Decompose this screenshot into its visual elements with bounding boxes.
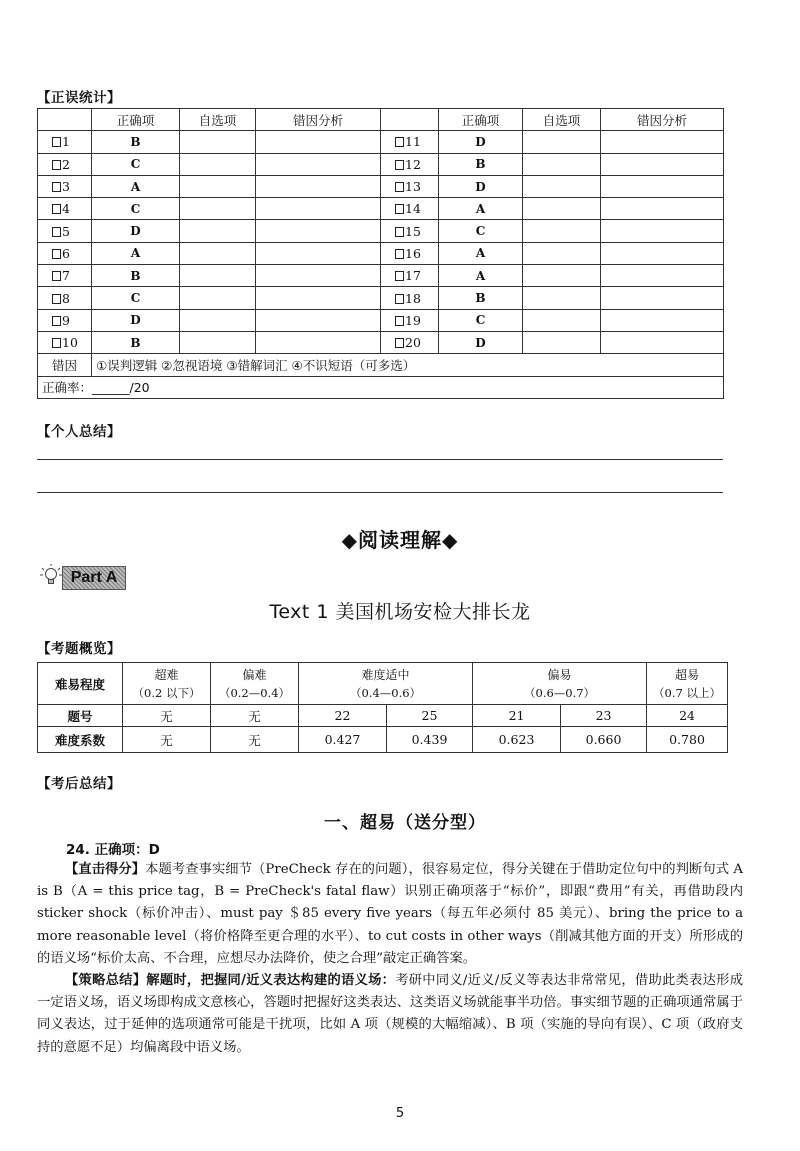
error-analysis-cell[interactable] [256, 287, 381, 309]
error-analysis-cell[interactable] [256, 153, 381, 175]
coefficient-row [38, 727, 728, 753]
self-answer-cell[interactable] [523, 131, 601, 153]
error-analysis-cell[interactable] [256, 309, 381, 331]
self-answer-cell[interactable] [523, 287, 601, 309]
stats-row [38, 309, 724, 331]
part-a-label: Part A [62, 566, 126, 590]
stats-heading: 【正误统计】 [37, 90, 121, 106]
correct-answer: D [439, 131, 523, 153]
difficulty-coefficient-cell: 无 [123, 727, 211, 753]
error-analysis-cell[interactable] [256, 198, 381, 220]
header-correct: 正确项 [92, 109, 180, 131]
question-number[interactable] [381, 309, 439, 331]
error-reason-label: 错因 [38, 354, 92, 376]
question-number[interactable] [38, 153, 92, 175]
correct-answer: D [439, 175, 523, 197]
question-number[interactable] [381, 265, 439, 287]
header-self: 自选项 [523, 109, 601, 131]
self-answer-cell[interactable] [180, 198, 256, 220]
summary-heading: 【个人总结】 [37, 424, 121, 440]
analysis-paragraph [37, 859, 743, 970]
self-answer-cell[interactable] [180, 309, 256, 331]
accuracy-row [38, 376, 724, 398]
strategy-text: 考研中同义/近义/反义等表达非常常见，借助此类表达形成一定语义场，语义场即构成文意核心，答题时把握好这类表达、这类语义场就能事半功倍。事实细节题的正确项通常属于同义表达，过于延伸的选项通常可能是干扰项，比如 A 项（规模的大幅缩减）、B 项（实施的导向有误）、C 项（政府支持的意愿不足）均偏离段中语义场。 [37, 973, 744, 1055]
row-label-level: 难易程度 [38, 663, 123, 705]
error-analysis-cell[interactable] [256, 242, 381, 264]
question-number[interactable] [381, 175, 439, 197]
error-reason-options: ①误判逻辑 ②忽视语境 ③错解词汇 ④不识短语（可多选） [92, 354, 724, 376]
correct-answer: B [439, 153, 523, 175]
checkbox-icon[interactable] [52, 204, 61, 214]
question-number-cell: 22 [299, 705, 387, 727]
checkbox-icon[interactable] [52, 338, 61, 348]
analysis-text: 本题考查事实细节（PreCheck 存在的问题），很容易定位，得分关键在于借助定位句中的判断句式 A is B（A = this price tag，B = PreCheck's fatal flaw）识别正确项落于“标价”，即跟“费用”有关，再借助段内 sticker shock（标价冲击）、must pay ＄85 every five years（每五年必须付 85 美元）、bring the price to a more reasonable level（将价格降至更合理的水平）、to cut costs in other ways（削减其他方面的开支）所形成的的语义场“标价太高、不合理，应想尽办法降价，使之合理”敲定正确答案。 [37, 862, 743, 966]
difficulty-coefficient-cell: 0.623 [473, 727, 561, 753]
correct-answer: D [92, 309, 180, 331]
question-number[interactable] [381, 220, 439, 242]
level-range: （0.7 以上） [653, 686, 721, 700]
question-number[interactable] [38, 287, 92, 309]
question-number-text: 15 [405, 223, 421, 239]
self-answer-cell[interactable] [180, 220, 256, 242]
question-number-text: 1 [62, 134, 70, 150]
error-analysis-cell[interactable] [256, 220, 381, 242]
self-answer-cell[interactable] [180, 265, 256, 287]
question-number-text: 7 [62, 268, 70, 284]
summary-line-1[interactable] [37, 459, 723, 460]
level-hard [211, 663, 299, 705]
level-range: （0.4—0.6） [349, 686, 422, 700]
error-analysis-cell[interactable] [601, 287, 724, 309]
self-answer-cell[interactable] [180, 331, 256, 353]
question-number-text: 16 [405, 245, 421, 261]
self-answer-cell[interactable] [523, 220, 601, 242]
error-analysis-cell[interactable] [601, 265, 724, 287]
stats-table [37, 108, 724, 399]
checkbox-icon[interactable] [52, 316, 61, 326]
question-number[interactable] [381, 198, 439, 220]
checkbox-icon[interactable] [395, 204, 404, 214]
question-number-cell: 无 [123, 705, 211, 727]
analysis-tag: 【直击得分】 [65, 862, 146, 877]
question-number[interactable] [38, 198, 92, 220]
checkbox-icon[interactable] [52, 137, 61, 147]
header-analysis: 错因分析 [601, 109, 724, 131]
checkbox-icon[interactable] [52, 227, 61, 237]
correct-answer: B [92, 331, 180, 353]
strategy-emphasis: 解题时，把握同/近义表达构建的语义场： [146, 973, 396, 988]
question-number-cell: 21 [473, 705, 561, 727]
difficulty-table [37, 662, 728, 753]
error-analysis-cell[interactable] [256, 331, 381, 353]
row-label-question: 题号 [38, 705, 123, 727]
stats-row [38, 220, 724, 242]
question-number-text: 2 [62, 156, 70, 172]
self-answer-cell[interactable] [180, 175, 256, 197]
correct-answer: A [92, 242, 180, 264]
error-analysis-cell[interactable] [601, 331, 724, 353]
self-answer-cell[interactable] [523, 309, 601, 331]
checkbox-icon[interactable] [395, 294, 404, 304]
question-number-text: 20 [405, 335, 421, 351]
self-answer-cell[interactable] [180, 131, 256, 153]
header-empty [38, 109, 92, 131]
stats-row [38, 331, 724, 353]
error-analysis-cell[interactable] [601, 220, 724, 242]
overview-heading: 【考题概览】 [37, 641, 121, 657]
level-medium [299, 663, 473, 705]
header-empty [381, 109, 439, 131]
error-analysis-cell[interactable] [256, 175, 381, 197]
header-self: 自选项 [180, 109, 256, 131]
question-number-text: 8 [62, 290, 70, 306]
difficulty-coefficient-cell: 0.427 [299, 727, 387, 753]
question-number-row [38, 705, 728, 727]
question-number-text: 12 [405, 156, 421, 172]
difficulty-coefficient-cell: 无 [211, 727, 299, 753]
question-number-text: 9 [62, 312, 70, 328]
self-answer-cell[interactable] [180, 242, 256, 264]
checkbox-icon[interactable] [52, 271, 61, 281]
level-range: （0.2—0.4） [218, 686, 291, 700]
question-number-text: 19 [405, 312, 421, 328]
level-range: （0.2 以下） [132, 686, 201, 700]
question-number[interactable] [38, 309, 92, 331]
error-reason-row [38, 354, 724, 376]
difficulty-coefficient-cell: 0.660 [561, 727, 647, 753]
question-number[interactable] [381, 287, 439, 309]
level-name: 难度适中 [361, 668, 410, 682]
error-analysis-cell[interactable] [601, 175, 724, 197]
accuracy-cell [38, 376, 724, 398]
question-number-cell: 23 [561, 705, 647, 727]
level-easy [473, 663, 647, 705]
correct-answer: A [92, 175, 180, 197]
self-answer-cell[interactable] [523, 265, 601, 287]
correct-answer: C [439, 220, 523, 242]
difficulty-coefficient-cell: 0.780 [647, 727, 728, 753]
question-number-text: 13 [405, 179, 421, 195]
stats-header-row [38, 109, 724, 131]
question-number[interactable] [38, 242, 92, 264]
question-number[interactable] [38, 131, 92, 153]
level-name: 偏易 [547, 668, 572, 682]
page-number: 5 [395, 1106, 405, 1121]
checkbox-icon[interactable] [52, 182, 61, 192]
correct-answer: A [439, 265, 523, 287]
question-number-text: 17 [405, 268, 421, 284]
self-answer-cell[interactable] [523, 198, 601, 220]
accuracy-total: /20 [129, 380, 150, 396]
checkbox-icon[interactable] [395, 249, 404, 259]
question-number-text: 3 [62, 179, 70, 195]
error-analysis-cell[interactable] [601, 131, 724, 153]
self-answer-cell[interactable] [523, 331, 601, 353]
stats-row [38, 242, 724, 264]
question-number[interactable] [381, 153, 439, 175]
checkbox-icon[interactable] [395, 227, 404, 237]
text-title: Text 1 美国机场安检大排长龙 [269, 601, 531, 623]
part-heading: 一、超易（送分型） [324, 813, 486, 833]
question-number-text: 5 [62, 223, 70, 239]
checkbox-icon[interactable] [395, 182, 404, 192]
level-very-hard [123, 663, 211, 705]
question-number[interactable] [38, 220, 92, 242]
self-answer-cell[interactable] [523, 175, 601, 197]
question-number-cell: 无 [211, 705, 299, 727]
stats-row [38, 287, 724, 309]
self-answer-cell[interactable] [523, 153, 601, 175]
question-number-text: 11 [405, 134, 421, 150]
error-analysis-cell[interactable] [601, 153, 724, 175]
question-number[interactable] [38, 265, 92, 287]
error-analysis-cell[interactable] [601, 242, 724, 264]
question-number[interactable] [381, 131, 439, 153]
error-analysis-cell[interactable] [256, 265, 381, 287]
strategy-tag: 【策略总结】 [65, 973, 147, 988]
question-number[interactable] [381, 242, 439, 264]
error-analysis-cell[interactable] [601, 198, 724, 220]
question-number-text: 4 [62, 201, 70, 217]
question-number[interactable] [381, 331, 439, 353]
checkbox-icon[interactable] [395, 316, 404, 326]
correct-answer: C [92, 198, 180, 220]
correct-answer: A [439, 198, 523, 220]
question-number[interactable] [38, 331, 92, 353]
difficulty-level-row [38, 663, 728, 705]
correct-answer: B [92, 265, 180, 287]
error-analysis-cell[interactable] [601, 309, 724, 331]
question-number-text: 18 [405, 290, 421, 306]
accuracy-label: 正确率： [42, 380, 93, 396]
checkbox-icon[interactable] [395, 338, 404, 348]
header-correct: 正确项 [439, 109, 523, 131]
stats-row [38, 153, 724, 175]
answer-line: 24. 正确项：D [66, 842, 160, 858]
correct-answer: D [92, 220, 180, 242]
checkbox-icon[interactable] [395, 271, 404, 281]
correct-answer: B [439, 287, 523, 309]
question-number-cell: 25 [387, 705, 473, 727]
summary-line-2[interactable] [37, 492, 723, 493]
difficulty-coefficient-cell: 0.439 [387, 727, 473, 753]
checkbox-icon[interactable] [52, 294, 61, 304]
level-name: 偏难 [242, 668, 267, 682]
question-number[interactable] [38, 175, 92, 197]
self-answer-cell[interactable] [523, 242, 601, 264]
self-answer-cell[interactable] [180, 153, 256, 175]
question-number-text: 6 [62, 245, 70, 261]
checkbox-icon[interactable] [52, 249, 61, 259]
correct-answer: C [92, 153, 180, 175]
accuracy-blank[interactable]: ______ [92, 380, 130, 396]
self-answer-cell[interactable] [180, 287, 256, 309]
correct-answer: A [439, 242, 523, 264]
section-title: ◆阅读理解◆ [341, 528, 459, 552]
stats-row [38, 175, 724, 197]
error-analysis-cell[interactable] [256, 131, 381, 153]
row-label-coefficient: 难度系数 [38, 727, 123, 753]
after-heading: 【考后总结】 [37, 776, 121, 792]
header-analysis: 错因分析 [256, 109, 381, 131]
correct-answer: D [439, 331, 523, 353]
strategy-paragraph [37, 970, 743, 1059]
level-name: 超易 [675, 668, 700, 682]
correct-answer: C [439, 309, 523, 331]
checkbox-icon[interactable] [52, 160, 61, 170]
stats-row [38, 131, 724, 153]
stats-row [38, 198, 724, 220]
correct-answer: B [92, 131, 180, 153]
stats-row [38, 265, 724, 287]
level-very-easy [647, 663, 728, 705]
question-number-text: 14 [405, 201, 421, 217]
checkbox-icon[interactable] [395, 137, 404, 147]
checkbox-icon[interactable] [395, 160, 404, 170]
level-range: （0.6—0.7） [523, 686, 596, 700]
question-number-text: 10 [62, 335, 78, 351]
correct-answer: C [92, 287, 180, 309]
question-number-cell: 24 [647, 705, 728, 727]
level-name: 超难 [154, 668, 179, 682]
